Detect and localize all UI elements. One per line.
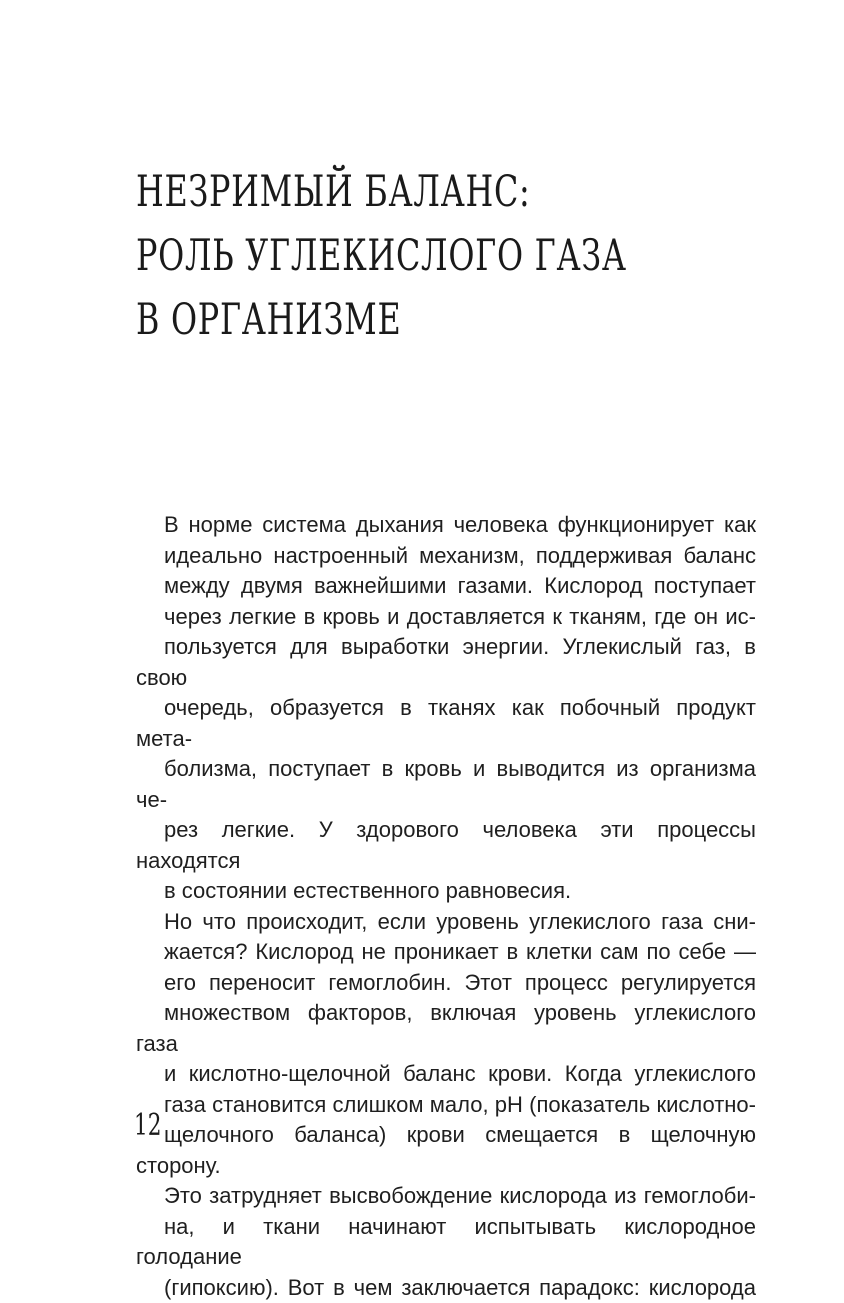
text-line: его переносит гемоглобин. Этот процесс регулируется [136, 968, 756, 999]
text-line: через легкие в кровь и доставляется к тканям, где он ис- [136, 602, 756, 633]
text-line: множеством факторов, включая уровень углекислого газа [136, 998, 756, 1059]
text-line: (гипоксию). Вот в чем заключается парадокс: кислорода [136, 1273, 756, 1303]
text-line: очередь, образуется в тканях как побочный продукт мета- [136, 693, 756, 754]
chapter-title [136, 160, 595, 352]
text-line: Но что происходит, если уровень углекислого газа сни- [136, 907, 756, 938]
text-line: В норме система дыхания человека функционирует как [136, 510, 756, 541]
text-line: и кислотно-щелочной баланс крови. Когда углекислого [136, 1059, 756, 1090]
chapter-title-line: РОЛЬ УГЛЕКИСЛОГО ГАЗА [136, 224, 595, 288]
body-text [136, 510, 756, 1303]
text-line: между двумя важнейшими газами. Кислород поступает [136, 571, 756, 602]
text-line: рез легкие. У здорового человека эти процессы находятся [136, 815, 756, 876]
text-line: на, и ткани начинают испытывать кислородное голодание [136, 1212, 756, 1273]
text-line: пользуется для выработки энергии. Углекислый газ, в свою [136, 632, 756, 693]
text-line: газа становится слишком мало, pH (показатель кислотно- [136, 1090, 756, 1121]
paragraph [136, 907, 756, 1303]
paragraph [136, 510, 756, 907]
text-line: щелочного баланса) крови смещается в щелочную сторону. [136, 1120, 756, 1181]
text-line: идеально настроенный механизм, поддерживая баланс [136, 541, 756, 572]
page-number: 12 [134, 1108, 161, 1143]
text-line: жается? Кислород не проникает в клетки сам по себе — [136, 937, 756, 968]
chapter-title-line: НЕЗРИМЫЙ БАЛАНС: [136, 160, 595, 224]
text-line: Это затрудняет высвобождение кислорода из гемоглоби- [136, 1181, 756, 1212]
chapter-title-line: В ОРГАНИЗМЕ [136, 288, 595, 352]
text-line: болизма, поступает в кровь и выводится из организма че- [136, 754, 756, 815]
text-line: в состоянии естественного равновесия. [136, 876, 756, 907]
